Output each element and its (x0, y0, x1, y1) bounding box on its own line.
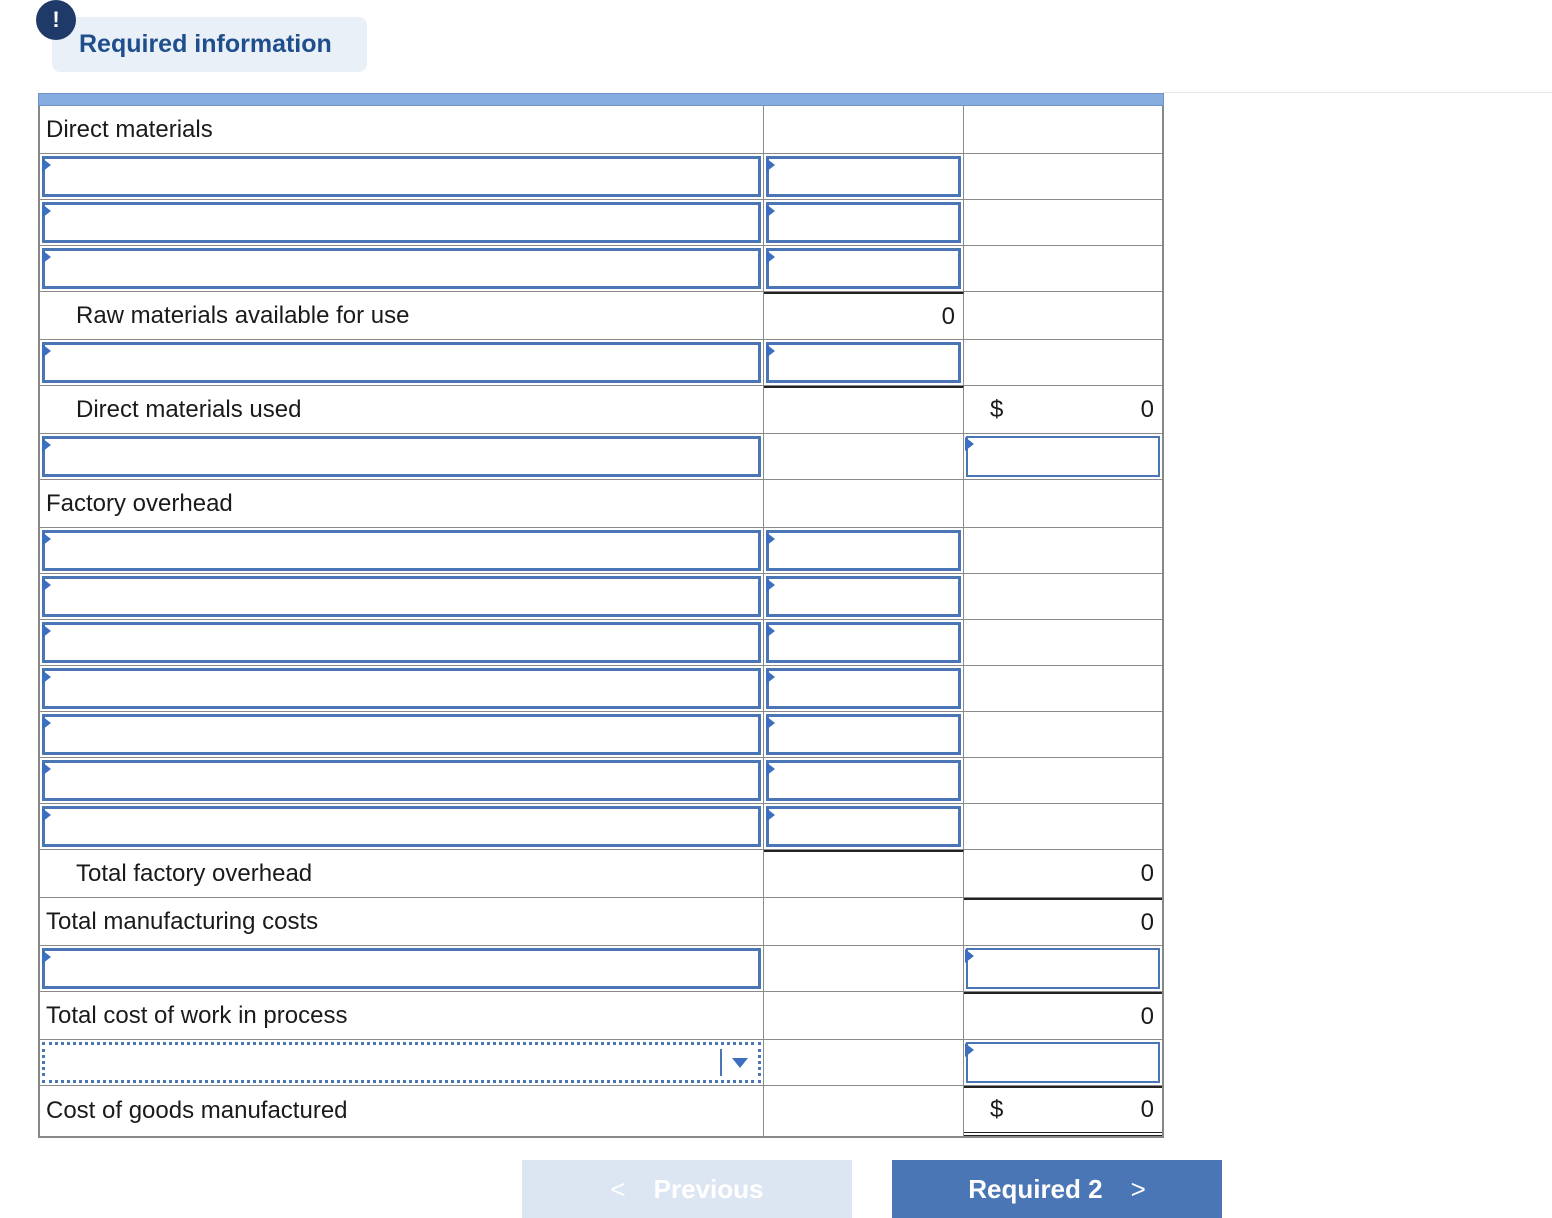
table-row (38, 850, 1164, 898)
total-value: 0 (1140, 859, 1154, 887)
total-value: 0 (1140, 395, 1154, 423)
table-row (38, 574, 1164, 620)
divider (1163, 92, 1552, 93)
table-row (38, 528, 1164, 574)
total-value: 0 (1140, 1096, 1154, 1123)
table-row (38, 246, 1164, 292)
total-input[interactable] (966, 948, 1160, 989)
table-row (38, 480, 1164, 528)
account-input[interactable] (42, 714, 761, 755)
table-row (38, 620, 1164, 666)
required-information-tab[interactable] (52, 17, 367, 72)
chevron-right-icon: > (1130, 1173, 1146, 1204)
amount-input[interactable] (766, 202, 961, 243)
table-row (38, 434, 1164, 480)
account-input[interactable] (42, 530, 761, 571)
table-row (38, 758, 1164, 804)
table-row (38, 340, 1164, 386)
select-divider (720, 1049, 722, 1076)
account-input[interactable] (42, 436, 761, 477)
account-input[interactable] (42, 668, 761, 709)
account-input[interactable] (42, 156, 761, 197)
table-row (38, 106, 1164, 154)
account-select[interactable] (42, 1042, 761, 1083)
total-input[interactable] (966, 1042, 1160, 1083)
amount-input[interactable] (766, 342, 961, 383)
table-row (38, 992, 1164, 1040)
account-input[interactable] (42, 622, 761, 663)
cost-of-goods-manufactured-table (38, 93, 1164, 1138)
row-label: Cost of goods manufactured (46, 1097, 348, 1124)
total-cell (964, 106, 1162, 154)
alert-icon: ! (36, 0, 76, 40)
amount-input[interactable] (766, 248, 961, 289)
table-row (38, 666, 1164, 712)
table-row (38, 804, 1164, 850)
total-value: 0 (1140, 1002, 1154, 1030)
table-row (38, 154, 1164, 200)
row-label: Total factory overhead (76, 859, 313, 887)
table-row (38, 200, 1164, 246)
currency-symbol: $ (990, 1096, 1004, 1123)
dropdown-arrow-icon[interactable] (732, 1058, 748, 1068)
account-input[interactable] (42, 806, 761, 847)
chevron-left-icon: < (610, 1173, 626, 1204)
amount-cell (764, 106, 964, 154)
amount-input[interactable] (766, 530, 961, 571)
row-label: Total cost of work in process (46, 1001, 348, 1029)
table-row (38, 386, 1164, 434)
row-label: Raw materials available for use (76, 301, 410, 329)
amount-input[interactable] (766, 622, 961, 663)
previous-label: Previous (653, 1173, 764, 1204)
currency-symbol: $ (990, 395, 1004, 423)
table-row (38, 1040, 1164, 1086)
amount-input[interactable] (766, 156, 961, 197)
account-input[interactable] (42, 202, 761, 243)
row-label-cell (40, 106, 764, 154)
account-input[interactable] (42, 248, 761, 289)
account-input[interactable] (42, 576, 761, 617)
table-row (38, 712, 1164, 758)
row-label: Factory overhead (46, 489, 233, 517)
amount-input[interactable] (766, 668, 961, 709)
amount-input[interactable] (766, 760, 961, 801)
amount-value: 0 (941, 302, 955, 330)
amount-input[interactable] (766, 576, 961, 617)
previous-button[interactable] (522, 1160, 852, 1218)
amount-input[interactable] (766, 806, 961, 847)
row-label: Direct materials (46, 115, 213, 143)
amount-input[interactable] (766, 714, 961, 755)
total-value: 0 (1140, 908, 1154, 936)
row-label: Direct materials used (76, 395, 302, 423)
next-label: Required 2 (968, 1173, 1103, 1204)
account-input[interactable] (42, 760, 761, 801)
table-row (38, 1086, 1164, 1138)
next-button[interactable] (892, 1160, 1222, 1218)
row-label: Total manufacturing costs (46, 907, 319, 935)
account-input[interactable] (42, 948, 761, 989)
table-row (38, 946, 1164, 992)
required-information-label: Required information (79, 30, 332, 58)
table-header-bar (38, 93, 1164, 106)
table-row (38, 898, 1164, 946)
table-row (38, 292, 1164, 340)
total-input[interactable] (966, 436, 1160, 477)
account-input[interactable] (42, 342, 761, 383)
